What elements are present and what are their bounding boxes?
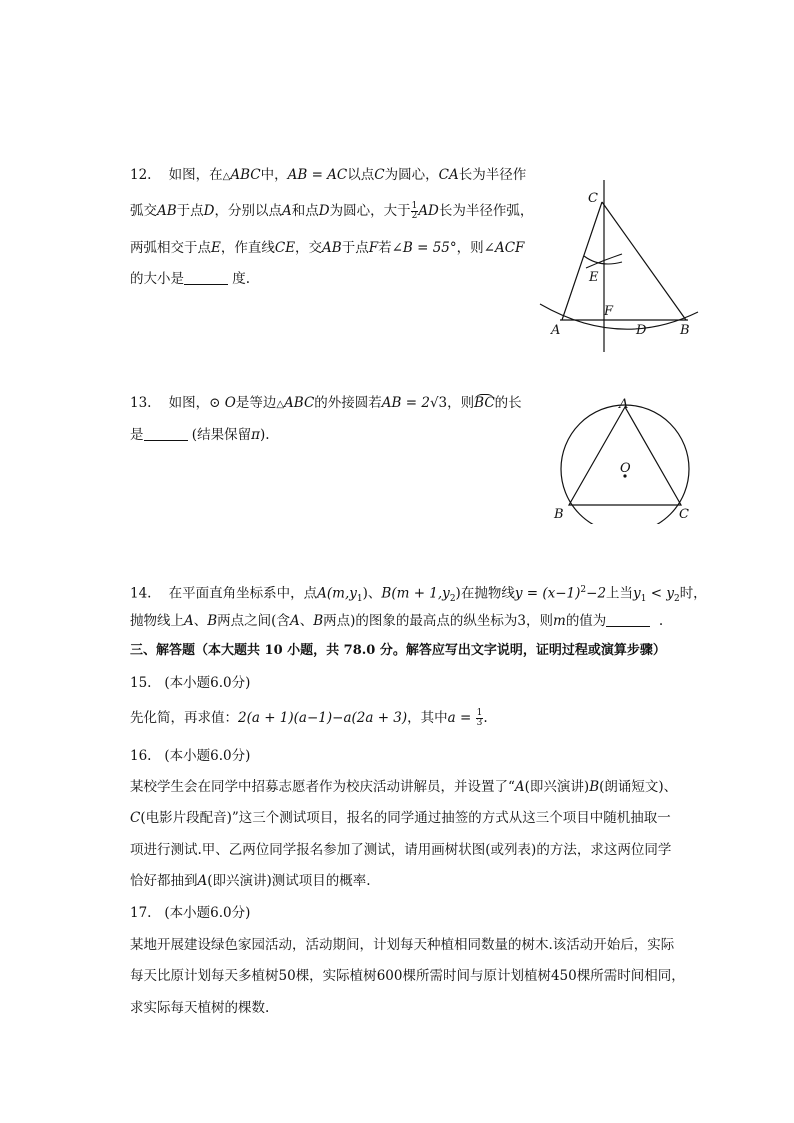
q16-line-1 — [130, 777, 677, 797]
math-var: F — [368, 240, 379, 256]
triangle-side-ca — [562, 202, 602, 320]
triangle-symbol: △ — [276, 399, 285, 410]
q14-text: 两点之间(含 — [217, 613, 290, 629]
label-c: C — [679, 507, 689, 522]
math-sub: 1 — [640, 594, 647, 605]
answer-blank[interactable] — [184, 270, 228, 285]
math-expr: y — [633, 585, 641, 602]
q16-line-2 — [130, 808, 671, 828]
math-var: CA — [438, 167, 459, 183]
label-d: D — [636, 323, 647, 338]
circle-symbol: ⊙ — [209, 395, 221, 411]
math-number: 50 — [278, 968, 296, 984]
math-expr: ∠B = 55° — [391, 240, 457, 256]
q14-text: )、 — [362, 585, 382, 602]
q14-text: 抛物线上 — [130, 613, 184, 629]
arc-bc-notation: BC — [474, 395, 495, 411]
q12-text: 长为半径作 — [458, 167, 527, 183]
q13-text: 如图， — [168, 395, 210, 411]
q15-text: 先化简，再求值： — [130, 710, 238, 726]
q12-text: 长为半径作弧， — [438, 203, 534, 219]
q15-number: 15. — [130, 675, 152, 691]
q14-text: ，则 — [526, 613, 553, 629]
q17-line-1: 某地开展建设绿色家园活动，活动期间，计划每天种植相同数量的树木.该活动开始后，实际 — [130, 937, 675, 953]
q14-text: 、 — [299, 613, 314, 629]
q12-text: 弧交 — [130, 203, 157, 219]
label-f: F — [604, 304, 614, 319]
denominator: 3 — [476, 718, 483, 728]
q15-header — [130, 673, 250, 693]
math-var: A — [184, 613, 194, 629]
triangle-side-cb — [602, 202, 686, 320]
numerator: 1 — [476, 708, 483, 718]
q17-line-2 — [130, 966, 685, 986]
q14-text: 两点)的图象的最高点的纵坐标为 — [323, 613, 518, 629]
math-sqrt: √3 — [429, 395, 448, 411]
q14-text: 时， — [679, 585, 707, 602]
q12-text: ，分别以点 — [214, 203, 282, 219]
q15-text: . — [483, 710, 488, 726]
q17-line-3: 求实际每天植树的棵数. — [130, 1000, 270, 1016]
q15-score: (本小题6.0分) — [164, 675, 251, 691]
q13-text: 的外接圆若 — [314, 395, 382, 411]
section-heading-3: 三、解答题（本大题共 10 小题，共 78.0 分。解答应写出文字说明，证明过程或演算步骤） — [130, 643, 666, 658]
arc-from-a — [584, 256, 622, 264]
q16-number: 16. — [130, 748, 152, 764]
q12-text: 以点 — [347, 167, 375, 183]
math-expr: A(m,y — [317, 585, 357, 602]
math-sub: 2 — [673, 594, 680, 605]
q17-score: (本小题6.0分) — [164, 905, 251, 921]
q16-line-3: 项进行测试.甲、乙两位同学报名参加了测试，请用画树状图(或列表)的方法，求这两位同学 — [130, 842, 672, 858]
q13-text: (结果保留 — [191, 427, 252, 443]
q14-text: 的值为 — [565, 613, 607, 629]
q13-number: 13. — [130, 395, 152, 411]
answer-blank[interactable] — [606, 612, 650, 627]
math-var: B — [313, 613, 324, 629]
math-var: E — [211, 240, 221, 256]
math-expr: AB = AC — [287, 167, 348, 183]
math-sub: 2 — [449, 594, 456, 605]
q16-text: 恰好都抽到 — [130, 873, 198, 889]
math-var: D — [318, 203, 330, 219]
q12-text: ，交 — [295, 240, 323, 256]
q16-text: (即兴演讲) — [524, 779, 590, 795]
math-sub: 1 — [356, 594, 363, 605]
math-var: O — [224, 395, 236, 411]
q17-number: 17. — [130, 905, 152, 921]
q14-text: 在平面直角坐标系中，点 — [168, 585, 318, 602]
figure-13-diagram — [548, 392, 698, 524]
math-expr: y = (x−1) — [514, 585, 581, 602]
figure-12-diagram — [530, 180, 710, 360]
q12-number: 12. — [130, 167, 152, 183]
math-var: π — [251, 427, 260, 443]
q14-text: 上当 — [606, 585, 634, 602]
q14-text: )在抛物线 — [455, 585, 515, 602]
q12-text: 为圆心，大于 — [329, 203, 411, 219]
answer-blank[interactable] — [144, 426, 188, 441]
q13-line-2 — [130, 425, 270, 445]
math-expr: a = — [447, 710, 472, 726]
q12-text: 如图，在 — [168, 167, 223, 183]
math-sup: 2 — [580, 585, 587, 595]
q13-line-1 — [130, 393, 522, 415]
q12-text: 于点 — [176, 203, 204, 219]
q15-body — [130, 708, 488, 728]
label-o: O — [620, 461, 631, 476]
math-number: 600 — [376, 968, 403, 984]
math-expr: B(m + 1,y — [381, 585, 450, 602]
math-number: 3 — [517, 613, 526, 629]
q13-text: 是等边 — [235, 395, 277, 411]
q13-text: ，则 — [447, 395, 475, 411]
q16-text: 某校学生会在同学中招募志愿者作为校庆活动讲解员，并设置了“ — [130, 779, 515, 795]
math-expr: ∠ACF — [483, 240, 525, 256]
q16-score: (本小题6.0分) — [164, 748, 251, 764]
numerator: 1 — [411, 201, 418, 211]
triangle-abc — [569, 407, 681, 505]
q12-line-3 — [130, 238, 524, 258]
q17-text: 棵所需时间相同， — [576, 968, 685, 984]
math-expr: −2 — [586, 585, 607, 602]
q16-header — [130, 746, 250, 766]
q16-text: (电影片段配音)”这三个测试项目，报名的同学通过抽签的方式从这三个项目中随机抽取一 — [140, 810, 671, 826]
q13-text: 是 — [130, 427, 144, 443]
math-expr: 2(a + 1)(a−1)−a(2a + 3) — [238, 710, 408, 726]
math-var: m — [553, 613, 566, 629]
math-var: A — [197, 873, 208, 889]
q12-text: 度. — [232, 271, 251, 287]
q17-text: 棵，实际植树 — [295, 968, 377, 984]
q15-text: ，其中 — [407, 710, 448, 726]
math-var: B — [207, 613, 218, 629]
math-var: A — [289, 613, 300, 629]
label-b: B — [680, 323, 690, 338]
math-number: 450 — [550, 968, 577, 984]
math-var: CE — [274, 240, 296, 256]
math-var: A — [514, 779, 525, 795]
q14-text: 、 — [193, 613, 208, 629]
q12-line-4 — [130, 269, 250, 289]
math-var: AD — [418, 203, 439, 219]
math-var: D — [203, 203, 215, 219]
math-var: C — [130, 810, 141, 826]
math-expr: AB = 2 — [381, 395, 430, 411]
q12-text: 和点 — [291, 203, 319, 219]
q14-line-1 — [130, 580, 707, 609]
q16-text: (即兴演讲)测试项目的概率. — [207, 873, 371, 889]
math-var: ABC — [284, 395, 315, 411]
q12-text: ，作直线 — [220, 240, 275, 256]
label-c: C — [588, 191, 598, 206]
q17-text: 棵所需时间与原计划植树 — [402, 968, 551, 984]
q17-header — [130, 903, 250, 923]
label-a: A — [551, 323, 561, 338]
q16-text: (朗诵短文)、 — [599, 779, 678, 795]
q12-line-2 — [130, 201, 533, 221]
label-a: A — [619, 397, 629, 412]
denominator: 2 — [411, 211, 418, 221]
math-var: AB — [322, 240, 342, 256]
q14-line-2 — [130, 611, 663, 631]
q12-text: 的大小是 — [130, 271, 184, 287]
q14-text: . — [658, 613, 664, 629]
math-var: C — [374, 167, 385, 183]
q12-text: 两弧相交于点 — [130, 240, 211, 256]
q13-text: 的长 — [494, 395, 522, 411]
math-var: ABC — [230, 167, 261, 183]
q16-line-4 — [130, 871, 371, 891]
label-b: B — [554, 507, 564, 522]
q12-text: 于点 — [341, 240, 369, 256]
q13-text: ). — [259, 427, 270, 443]
q12-text: 若 — [378, 240, 392, 256]
q14-number: 14. — [130, 585, 152, 602]
q17-text: 每天比原计划每天多植树 — [130, 968, 279, 984]
math-var: B — [589, 779, 600, 795]
label-e: E — [589, 270, 599, 285]
math-var: AB — [157, 203, 177, 219]
math-expr: < y — [646, 585, 674, 602]
q12-line-1 — [130, 165, 526, 187]
q12-text: ，则 — [456, 240, 484, 256]
math-var: A — [282, 203, 292, 219]
triangle-symbol: △ — [222, 171, 231, 182]
q12-text: 中， — [260, 167, 288, 183]
q12-text: 为圆心， — [384, 167, 439, 183]
